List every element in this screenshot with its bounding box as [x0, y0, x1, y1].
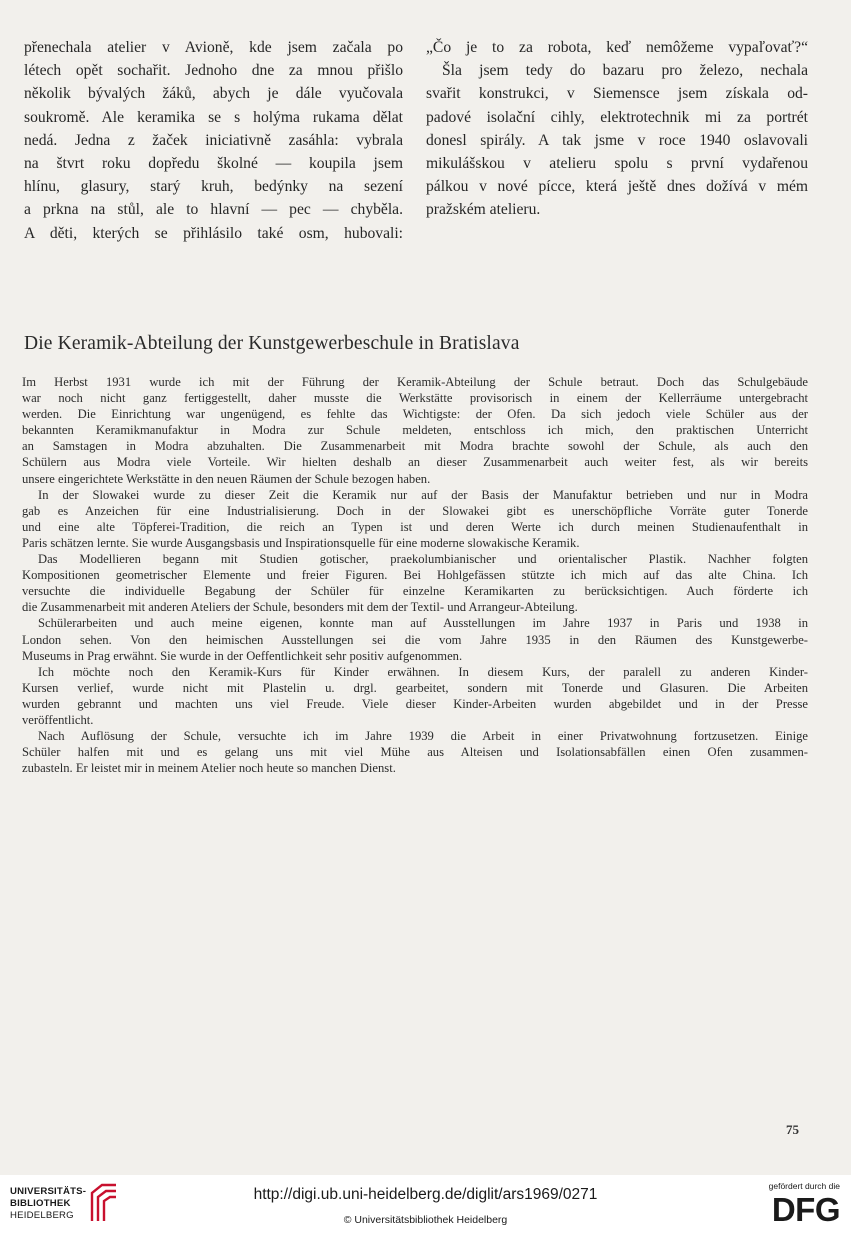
text-line: Kursen verlief, wurde nicht mit Plastelin u. drgl. gearbeitet, sondern mit Tonerde und Glasuren. Die Arbeiten — [22, 680, 808, 695]
german-text-body — [22, 374, 808, 776]
text-line: několik bývalých žáků, abych je dále vyučovala — [24, 85, 403, 103]
text-line: Im Herbst 1931 wurde ich mit der Führung der Keramik-Abteilung der Schule betraut. Doch das Schulgebäude — [22, 375, 808, 389]
text-line: Nach Auflösung der Schule, versuchte ich im Jahre 1939 die Arbeit in einer Privatwohnung fortzusetzen. Einige — [38, 729, 808, 744]
text-line: bekannten Keramikmanufaktur in Modra zur Schule meldeten, entschloss ich mich, den praktischen Unterricht — [22, 423, 808, 438]
text-line: werden. Die Einrichtung war ungenügend, es fehlte das Wichtigste: der Ofen. Da sich jedoch viele Schüler aus der — [22, 407, 808, 422]
text-line: war noch nicht ganz fertiggestellt, daher musste die Werkstätte provisorisch in einem der Kellerräume untergebracht — [22, 391, 808, 406]
library-name-line: UNIVERSITÄTS- — [10, 1186, 87, 1197]
text-line: donesl spirály. A tak jsme v roce 1940 oslavovali — [426, 131, 808, 149]
text-line: die Zusammenarbeit mit anderen Ateliers der Schule, besonders mit dem der Textil- und Arrangeur-Abteilung. — [22, 600, 578, 615]
text-line: versuchte die individuelle Begabung der Schüler für einzelne Keramikarten zu berücksichtigen. Auch förderte ich — [22, 584, 808, 599]
text-line: unsere eingerichtete Werkstätte in den neuen Räumen der Schule bezogen haben. — [22, 471, 431, 486]
text-line: svařit konstrukci, v Siemensce jsem získala od- — [426, 85, 808, 103]
text-line: an Samstagen in Modra abzuhalten. Die Zusammenarbeit mit Modra brachte sowohl der Schule, als auch den — [22, 439, 808, 454]
text-line: Das Modellieren begann mit Studien gotischer, praekolumbianischer und orientalischer Plastik. Nachher folgten — [38, 552, 808, 567]
text-line: A děti, kterých se přihlásilo také osm, hubovali: — [24, 224, 403, 242]
text-line: Schülerarbeiten und auch meine eigenen, konnte man auf Ausstellungen im Jahre 1937 in Paris und 1938 in — [38, 616, 808, 631]
text-line: Paris schätzen lernte. Sie wurde Ausgangsbasis und Inspirationsquelle für eine moderne slowakische Keramik. — [22, 535, 580, 550]
page-number: 75 — [786, 1122, 799, 1137]
czech-text-right-column — [426, 36, 808, 222]
text-line: und eine alte Töpferei-Tradition, die reich an Typen ist und deren Werte ich durch meinen Studienaufenthalt in — [22, 519, 808, 534]
text-line: zubasteln. Er leistet mir in meinem Atelier noch heute so manchen Dienst. — [22, 761, 396, 776]
text-line: Schüler halfen mit und es gelang uns mit viel Mühe aus Alteisen und Isolationsabfällen einen Ofen zusammen- — [22, 745, 808, 760]
text-line: pražském atelieru. — [426, 201, 541, 219]
text-line: nedá. Jedna z žaček iniciativně zasáhla: vybrala — [24, 131, 403, 149]
text-line: Museums in Prag erwähnt. Sie wurde in der Oeffentlichkeit sehr positiv aufgenommen. — [22, 648, 463, 663]
text-line: Kompositionen geometrischer Elemente und freier Figuren. Bei Hohlgefässen stützte ich mich auf das alte China. Ich — [22, 568, 808, 583]
text-line: pálkou v nové pícce, která ještě dnes dožívá v mém — [426, 178, 808, 196]
text-line: In der Slowakei wurde zu dieser Zeit die Keramik nur auf der Basis der Manufaktur betrieben und nur in Modra — [38, 487, 808, 502]
text-line: veröffentlicht. — [22, 712, 94, 727]
text-line: hlínu, glasury, starý kruh, bedýnky na sezení — [24, 178, 403, 196]
library-name-line: BIBLIOTHEK — [10, 1198, 71, 1209]
library-name-line: HEIDELBERG — [10, 1210, 74, 1221]
text-line: padové isolační cihly, elektrotechnik mi za portrét — [426, 108, 808, 126]
dfg-logo[interactable]: DFG — [771, 1191, 840, 1228]
footer-bar — [0, 1175, 851, 1235]
text-line: na štvrt roku dopředu školné — koupila jsem — [24, 155, 403, 173]
text-line: Schülern aus Modra viele Vorteile. Wir hielten deshalb an dieser Zusammenarbeit auch weiter fest, als wir bereits — [22, 455, 808, 470]
permalink-url[interactable]: http://digi.ub.uni-heidelberg.de/diglit/ars1969/0271 — [253, 1186, 598, 1203]
czech-text-left-column — [24, 36, 403, 245]
text-line: Šla jsem tedy do bazaru pro železo, nechala — [442, 62, 808, 80]
text-line: gab es Anzeichen für eine Industrialisierung. Doch in der Slowakei gibt es unerschöpfliche Vorräte guter Tonerde — [22, 503, 808, 518]
text-line: wurden gebrannt und machten uns viel Freude. Viele dieser Kinder-Arbeiten wurden abgebildet und in der Presse — [22, 696, 808, 711]
text-line: přenechala atelier v Avioně, kde jsem začala po — [24, 39, 403, 56]
text-line: mikulášskou v atelieru spolu s první vydařenou — [426, 155, 808, 173]
text-line: London sehen. Von den heimischen Ausstellungen sei die vom Jahre 1935 in den Räumen des Kunstgewerbe- — [22, 632, 808, 647]
section-heading: Die Keramik-Abteilung der Kunstgewerbeschule in Bratislava — [24, 333, 520, 354]
text-line: „Čo je to za robota, keď nemôžeme vypaľovať?“ — [426, 39, 808, 56]
text-line: létech opět sochařit. Jednoho dne za mnou přišlo — [24, 62, 403, 80]
text-line: Ich möchte noch den Keramik-Kurs für Kinder erwähnen. In diesem Kurs, der paralell zu anderen Kinder- — [38, 664, 808, 679]
text-line: a prkna na stůl, ale to hlavní — pec — chyběla. — [24, 201, 403, 219]
text-line: soukromě. Ale keramika se s holýma rukama dělat — [24, 108, 403, 126]
funding-caption: gefördert durch die — [768, 1181, 840, 1191]
copyright-notice: © Universitätsbibliothek Heidelberg — [343, 1214, 508, 1226]
